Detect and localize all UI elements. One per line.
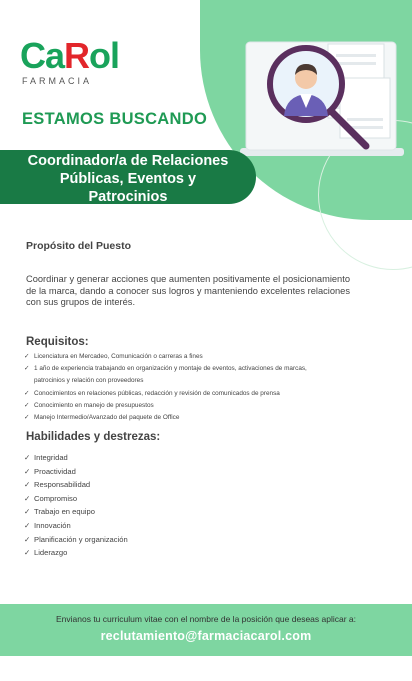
purpose-title: Propósito del Puesto [26, 240, 132, 252]
headline: ESTAMOS BUSCANDO [22, 110, 208, 128]
position-title-line: Patrocinios [88, 189, 168, 205]
skill-item: ✓ Planificación y organización [24, 533, 128, 547]
requirement-item-continuation: patrocinios y relación con proveedores [34, 377, 144, 385]
position-title-line: Coordinador/a de Relaciones [27, 153, 229, 169]
position-title-line: Públicas, Eventos y [59, 171, 197, 187]
footer-instructions: Envianos tu curriculum vitae con el nombre de la posición que deseas aplicar a: [55, 614, 357, 624]
application-footer [0, 604, 412, 656]
logo-wordmark [20, 35, 140, 76]
carol-logo [20, 35, 140, 94]
skills-list [24, 451, 128, 560]
skill-item: ✓ Responsabilidad [24, 478, 128, 492]
requirement-item: ✓ Licenciatura en Mercadeo, Comunicación o carreras a fines [24, 351, 369, 363]
position-title-banner [0, 150, 256, 204]
requirement-item: ✓ Conocimiento en manejo de presupuestos [24, 400, 369, 412]
skill-item: ✓ Liderazgo [24, 546, 128, 560]
requirement-item: ✓ 1 año de experiencia trabajando en organización y montaje de eventos, activaciones de marcas, [24, 363, 369, 375]
skill-item: ✓ Compromiso [24, 492, 128, 506]
skill-item: ✓ Trabajo en equipo [24, 505, 128, 519]
skill-item: ✓ Integridad [24, 451, 128, 465]
purpose-text: Coordinar y generar acciones que aumenten positivamente el posicionamiento de la marca, dando a conocer sus logros y manteniendo excelentes relaciones con sus grupos de interés. [26, 274, 350, 307]
skill-item: ✓ Innovación [24, 519, 128, 533]
logo-subtitle: FARMACIA [22, 76, 93, 86]
requirement-item: ✓ Conocimientos en relaciones públicas, redacción y revisión de comunicados de prensa [24, 388, 369, 400]
requirement-item: ✓ Manejo Intermedio/Avanzado del paquete de Office [24, 412, 369, 424]
skills-title: Habilidades y destrezas: [26, 431, 161, 443]
search-illustration [236, 30, 406, 170]
logo-rx: R [64, 35, 90, 76]
skill-item: ✓ Proactividad [24, 465, 128, 479]
logo-part-a: Ca [20, 35, 65, 76]
requirements-list [24, 351, 369, 424]
requirements-title: Requisitos: [26, 336, 89, 348]
recruitment-email-link[interactable]: reclutamiento@farmaciacarol.com [100, 629, 312, 643]
logo-part-b: ol [89, 35, 120, 76]
